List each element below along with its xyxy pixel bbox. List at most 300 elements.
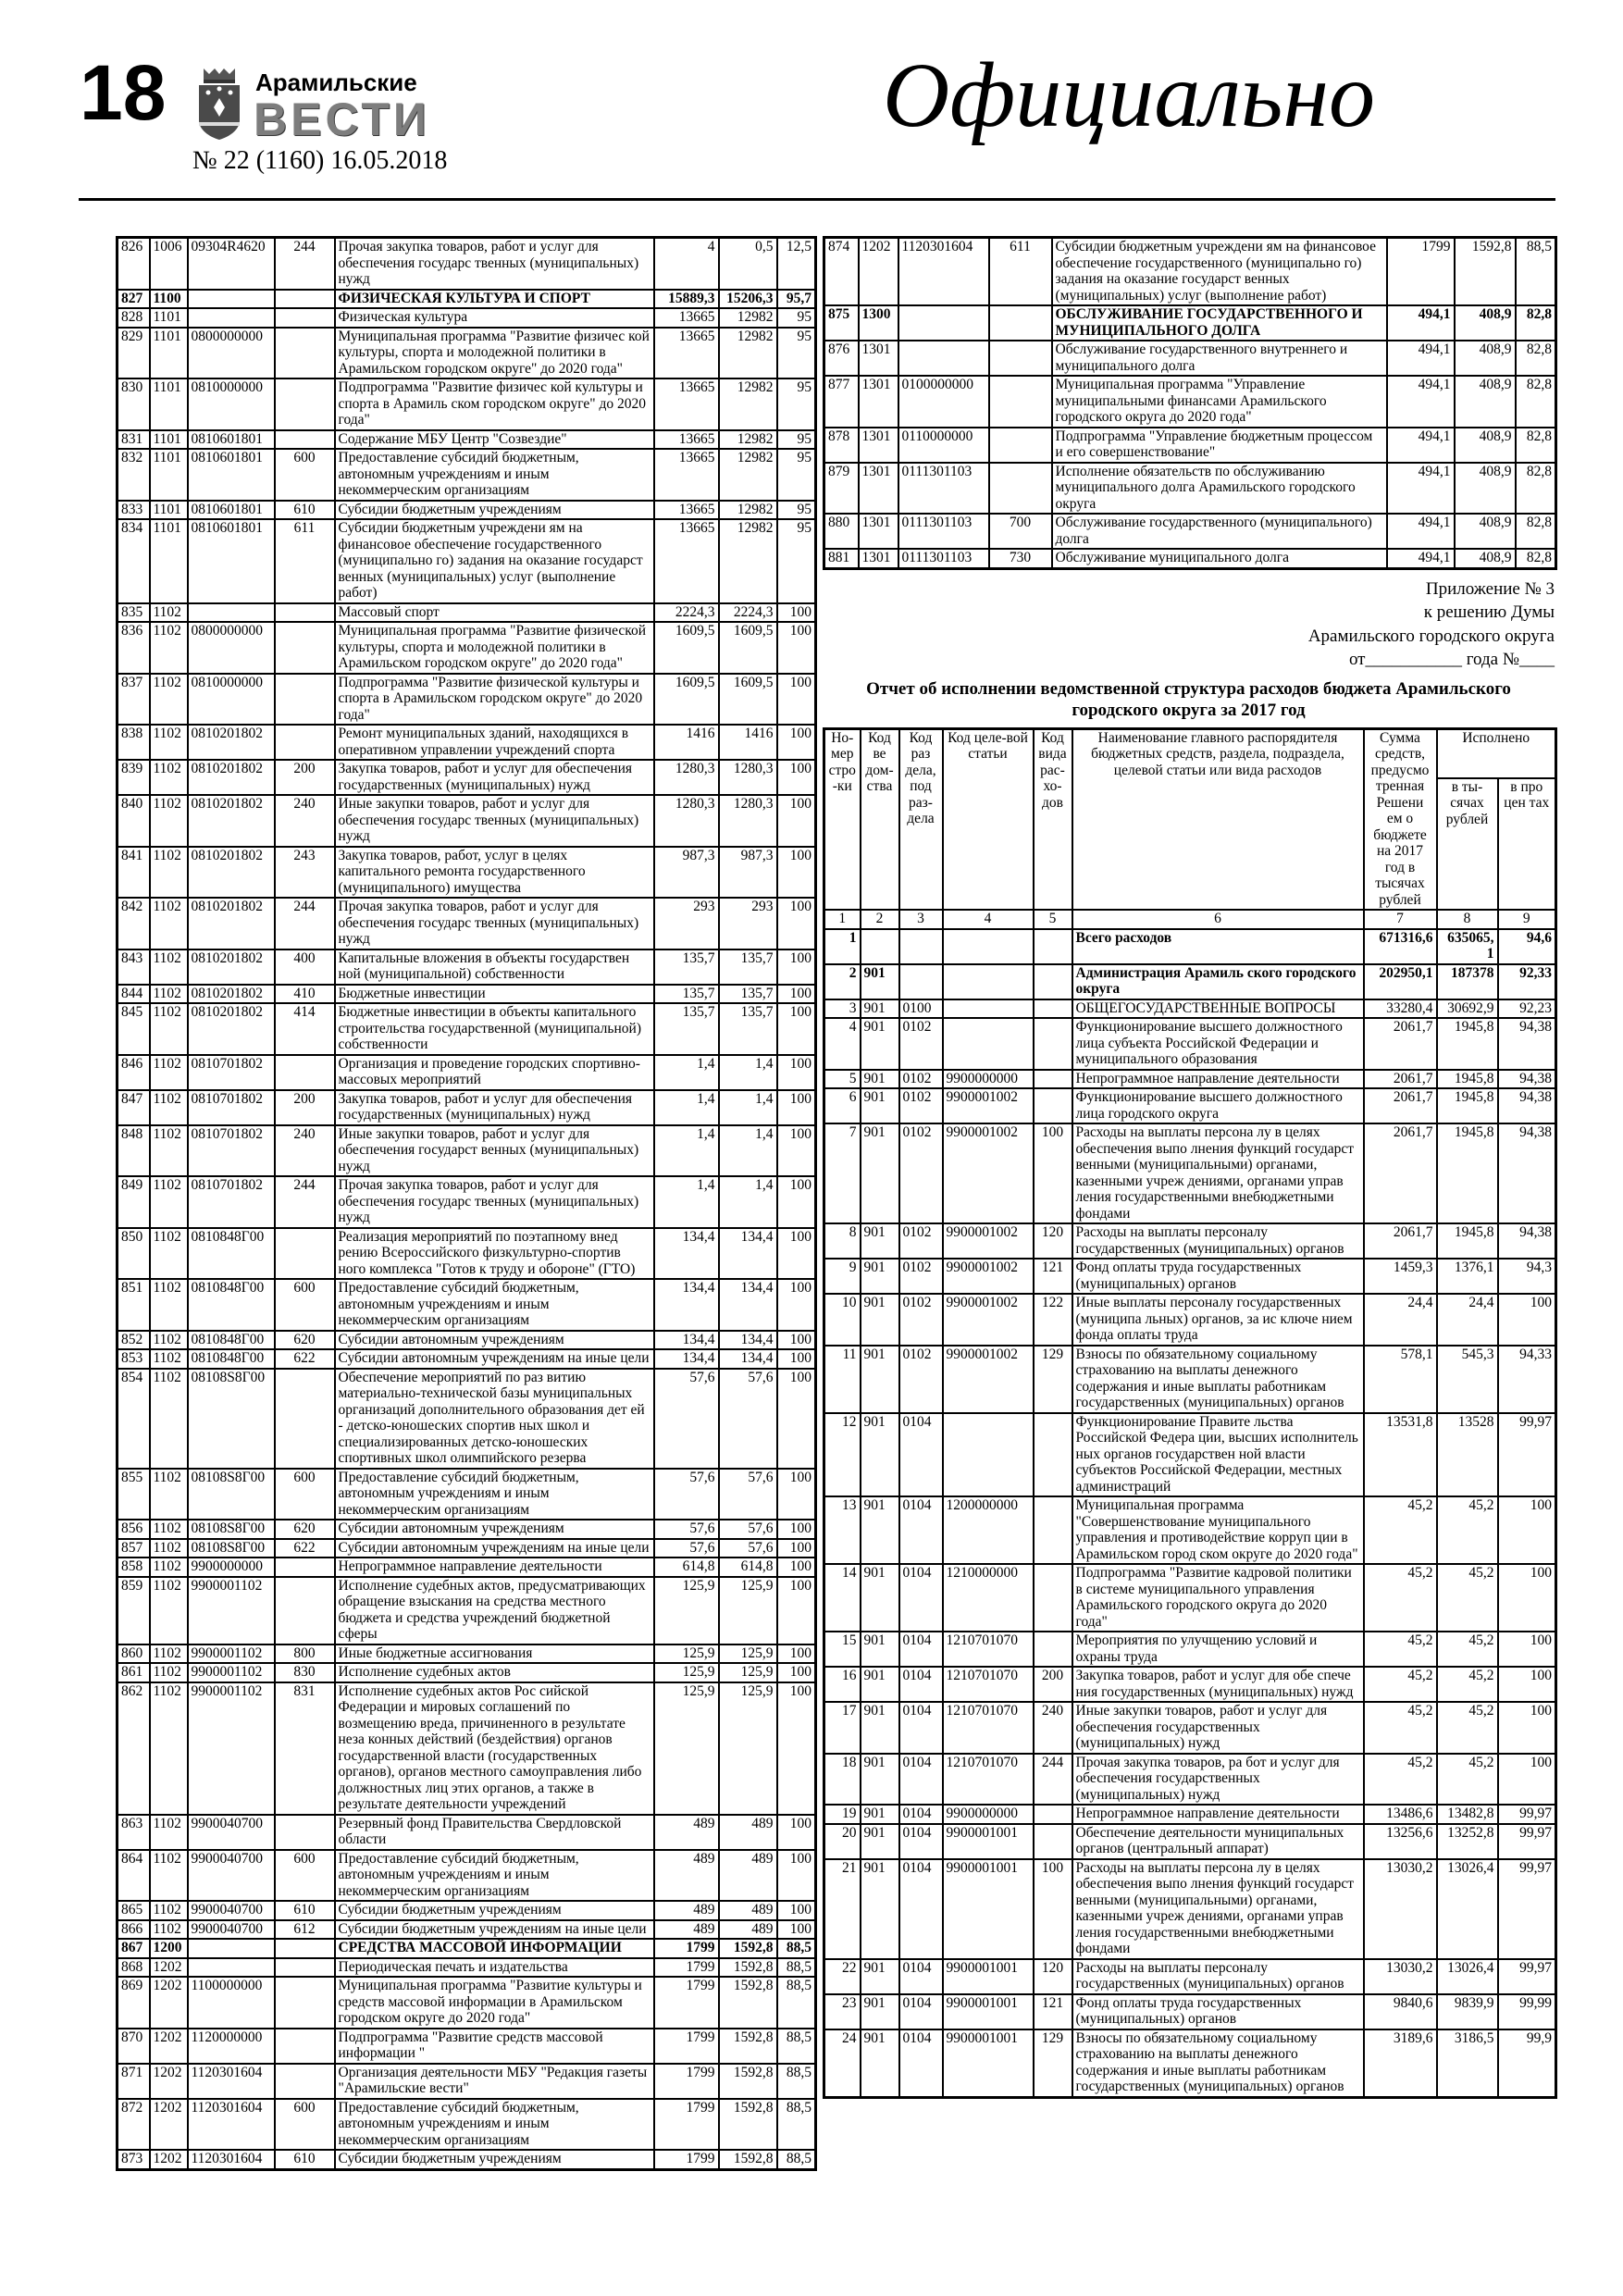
cell-vr: 830 bbox=[275, 1663, 335, 1682]
cell-pct: 100 bbox=[777, 725, 816, 760]
cell-name: Обслуживание государственного внутреннего и муниципального долга bbox=[1052, 341, 1387, 376]
cell-n: 826 bbox=[118, 238, 150, 290]
cell-sum: 13665 bbox=[654, 430, 719, 450]
cell-ex: 57,6 bbox=[719, 1539, 777, 1558]
cell-rp: 0102 bbox=[899, 1223, 943, 1259]
cell-vr bbox=[275, 1369, 335, 1469]
cell-name: Предоставление субсидий бюджетным, автономным учреждениям и иным некоммерческим организациям bbox=[335, 1279, 654, 1331]
cell-cs bbox=[188, 603, 275, 623]
cell-n: 841 bbox=[118, 847, 150, 899]
cell-pct: 100 bbox=[777, 1815, 816, 1850]
cell-n: 18 bbox=[824, 1754, 861, 1806]
cell-ved: 901 bbox=[861, 1123, 899, 1223]
table-row bbox=[824, 964, 1556, 999]
cell-pct: 82,8 bbox=[1516, 305, 1556, 341]
cell-ved: 901 bbox=[861, 1859, 899, 1959]
cell-pct: 99,97 bbox=[1498, 1413, 1556, 1497]
col-header-sum: Сумма средств, предусмо тренная Решени ем о бюджете на 2017 год в тысячах рублей bbox=[1364, 728, 1437, 910]
table-row bbox=[118, 238, 816, 290]
cell-sum: 578,1 bbox=[1364, 1346, 1437, 1413]
cell-ex: 489 bbox=[719, 1850, 777, 1902]
cell-sum: 9840,6 bbox=[1364, 1994, 1437, 2029]
cell-vr bbox=[275, 1055, 335, 1090]
section-title: Официально bbox=[883, 43, 1375, 146]
cell-pct: 100 bbox=[777, 1850, 816, 1902]
cell-sum: 1280,3 bbox=[654, 760, 719, 795]
cell-pct: 95 bbox=[777, 328, 816, 379]
cell-ex: 408,9 bbox=[1455, 428, 1516, 463]
cell-cs: 1210701070 bbox=[943, 1667, 1034, 1702]
cell-ex: 408,9 bbox=[1455, 305, 1516, 341]
cell-pct: 94,3 bbox=[1498, 1259, 1556, 1294]
cell-ex: 1945,8 bbox=[1437, 1018, 1498, 1070]
cell-pct: 100 bbox=[777, 1055, 816, 1090]
right-column bbox=[823, 236, 1555, 2099]
cell-n: 869 bbox=[118, 1977, 150, 2029]
table-row bbox=[824, 1824, 1556, 1859]
cell-sum: 671316,6 bbox=[1364, 929, 1437, 964]
cell-rp: 0102 bbox=[899, 1259, 943, 1294]
table-row bbox=[118, 1228, 816, 1280]
cell-ex: 1376,1 bbox=[1437, 1259, 1498, 1294]
cell-n: 22 bbox=[824, 1959, 861, 1994]
cell-cs: 9900001102 bbox=[188, 1577, 275, 1644]
cell-n: 872 bbox=[118, 2099, 150, 2151]
cell-n: 847 bbox=[118, 1090, 150, 1125]
cell-cs: 9900040700 bbox=[188, 1850, 275, 1902]
cell-ex: 408,9 bbox=[1455, 376, 1516, 428]
cell-ex: 45,2 bbox=[1437, 1564, 1498, 1632]
cell-cs bbox=[188, 308, 275, 328]
cell-rp: 0102 bbox=[899, 1088, 943, 1123]
col-header-vedomstvo: Код ве дом-ства bbox=[861, 728, 899, 910]
cell-ex: 408,9 bbox=[1455, 463, 1516, 515]
cell-n: 14 bbox=[824, 1564, 861, 1632]
cell-vr: 121 bbox=[1034, 1994, 1072, 2029]
cell-ex: 1945,8 bbox=[1437, 1123, 1498, 1223]
cell-vr bbox=[275, 603, 335, 623]
cell-n: 860 bbox=[118, 1644, 150, 1664]
cell-rp: 1102 bbox=[150, 725, 188, 760]
cell-vr bbox=[1034, 1632, 1072, 1667]
cell-ved: 901 bbox=[861, 1805, 899, 1824]
cell-ex: 293 bbox=[719, 898, 777, 949]
column-number: 5 bbox=[1034, 910, 1072, 929]
cell-pct: 99,97 bbox=[1498, 1959, 1556, 1994]
cell-ex: 12982 bbox=[719, 449, 777, 501]
report-table bbox=[823, 727, 1557, 2099]
cell-ved: 901 bbox=[861, 1959, 899, 1994]
cell-ved: 901 bbox=[861, 1070, 899, 1089]
table-row bbox=[824, 1564, 1556, 1632]
table-row bbox=[118, 1055, 816, 1090]
cell-name: Функционирование высшего должностного лица субъекта Российской Федерации и муниципального образования bbox=[1072, 1018, 1364, 1070]
cell-pct: 100 bbox=[777, 1090, 816, 1125]
cell-rp: 0104 bbox=[899, 1667, 943, 1702]
table-row bbox=[824, 1859, 1556, 1959]
cell-sum: 13665 bbox=[654, 308, 719, 328]
cell-pct: 100 bbox=[777, 1279, 816, 1331]
cell-ved: 901 bbox=[861, 1994, 899, 2029]
cell-ex: 125,9 bbox=[719, 1577, 777, 1644]
table-row bbox=[118, 1279, 816, 1331]
table-row bbox=[118, 795, 816, 847]
col-header-target-article: Код целе-вой статьи bbox=[943, 728, 1034, 910]
cell-ved: 901 bbox=[861, 1496, 899, 1564]
cell-sum: 293 bbox=[654, 898, 719, 949]
cell-name: Исполнение судебных актов Рос сийской Федерации и мировых соглашений по возмещению вреда, причиненного в результате неза конных действий (бездействия) органов государственной власти (государственных органов), органов местного самоуправления либо должностных лиц этих органов, а также в результате деятельности учреждений bbox=[335, 1682, 654, 1815]
cell-n: 839 bbox=[118, 760, 150, 795]
cell-n: 851 bbox=[118, 1279, 150, 1331]
cell-cs: 0810201802 bbox=[188, 760, 275, 795]
table-row bbox=[118, 898, 816, 949]
cell-ex: 15206,3 bbox=[719, 290, 777, 309]
table-row bbox=[824, 376, 1556, 428]
budget-table-left bbox=[116, 236, 817, 2171]
cell-vr bbox=[275, 1228, 335, 1280]
table-row bbox=[824, 2029, 1556, 2098]
table-row bbox=[118, 1125, 816, 1177]
cell-sum: 614,8 bbox=[654, 1558, 719, 1577]
cell-name: Субсидии бюджетным учреждениям bbox=[335, 1901, 654, 1920]
cell-pct: 92,33 bbox=[1498, 964, 1556, 999]
cell-rp: 1102 bbox=[150, 603, 188, 623]
cell-n: 842 bbox=[118, 898, 150, 949]
table-row bbox=[824, 1805, 1556, 1824]
cell-n: 5 bbox=[824, 1070, 861, 1089]
cell-name: Иные закупки товаров, работ и услуг для обеспечения государс твенных (муниципальных) нужд bbox=[335, 795, 654, 847]
cell-ex: 134,4 bbox=[719, 1349, 777, 1369]
cell-cs: 9900000000 bbox=[943, 1070, 1034, 1089]
cell-cs: 08108S8Г00 bbox=[188, 1539, 275, 1558]
table-row bbox=[118, 2099, 816, 2151]
table-row bbox=[824, 1088, 1556, 1123]
cell-sum: 45,2 bbox=[1364, 1667, 1437, 1702]
cell-vr bbox=[1034, 1824, 1072, 1859]
col-header-executed: Исполнено bbox=[1437, 728, 1556, 778]
table-row bbox=[118, 328, 816, 379]
cell-n: 853 bbox=[118, 1349, 150, 1369]
cell-vr bbox=[1034, 964, 1072, 999]
cell-vr: 129 bbox=[1034, 2029, 1072, 2098]
cell-pct: 100 bbox=[777, 1520, 816, 1539]
cell-name: Функционирование Правите льства Российской Федера ции, высших исполнитель ных органов государствен ной власти субъектов Российской Федерации, местных администраций bbox=[1072, 1413, 1364, 1497]
cell-cs bbox=[943, 999, 1034, 1019]
cell-pct: 88,5 bbox=[777, 1958, 816, 1978]
cell-n: 849 bbox=[118, 1176, 150, 1228]
cell-vr bbox=[275, 2029, 335, 2064]
cell-cs: 0810201802 bbox=[188, 725, 275, 760]
cell-vr bbox=[275, 328, 335, 379]
cell-n: 864 bbox=[118, 1850, 150, 1902]
cell-pct: 94,33 bbox=[1498, 1346, 1556, 1413]
cell-ved: 901 bbox=[861, 2029, 899, 2098]
cell-pct: 100 bbox=[777, 1469, 816, 1520]
cell-n: 846 bbox=[118, 1055, 150, 1090]
table-row bbox=[824, 514, 1556, 549]
cell-sum: 2224,3 bbox=[654, 603, 719, 623]
cell-cs bbox=[943, 964, 1034, 999]
cell-ex: 125,9 bbox=[719, 1644, 777, 1664]
cell-n: 858 bbox=[118, 1558, 150, 1577]
cell-ex: 45,2 bbox=[1437, 1702, 1498, 1754]
cell-name: Подпрограмма "Управление бюджетным процессом и его совершенствование" bbox=[1052, 428, 1387, 463]
cell-vr bbox=[275, 1939, 335, 1958]
cell-vr: 100 bbox=[1034, 1123, 1072, 1223]
cell-rp: 0102 bbox=[899, 1123, 943, 1223]
col-header-name: Наименование главного распорядителя бюджетных средств, раздела, подраздела, целевой статьи или вида расходов bbox=[1072, 728, 1364, 910]
cell-pct: 100 bbox=[777, 760, 816, 795]
cell-name: Непрограммное направление деятельности bbox=[1072, 1070, 1364, 1089]
cell-ex: 635065,1 bbox=[1437, 929, 1498, 964]
cell-n: 844 bbox=[118, 985, 150, 1004]
cell-sum: 45,2 bbox=[1364, 1754, 1437, 1806]
cell-n: 8 bbox=[824, 1223, 861, 1259]
cell-name: Периодическая печать и издательства bbox=[335, 1958, 654, 1978]
cell-n: 7 bbox=[824, 1123, 861, 1223]
cell-name: Подпрограмма "Развитие физичес кой культуры и спорта в Арамиль ском городском округе" до 2020 года" bbox=[335, 379, 654, 430]
cell-rp: 0104 bbox=[899, 1496, 943, 1564]
cell-vr: 120 bbox=[1034, 1223, 1072, 1259]
cell-rp: 1301 bbox=[859, 463, 898, 515]
cell-name: Администрация Арамиль ского городского округа bbox=[1072, 964, 1364, 999]
cell-cs bbox=[898, 305, 989, 341]
cell-rp: 0104 bbox=[899, 1754, 943, 1806]
cell-cs: 9900001001 bbox=[943, 1824, 1034, 1859]
cell-cs: 1210701070 bbox=[943, 1632, 1034, 1667]
cell-ex: 614,8 bbox=[719, 1558, 777, 1577]
cell-name: Предоставление субсидий бюджетным, автономным учреждениям и иным некоммерческим организациям bbox=[335, 449, 654, 501]
cell-name: Субсидии автономным учреждениям на иные цели bbox=[335, 1539, 654, 1558]
cell-pct: 88,5 bbox=[777, 2064, 816, 2099]
cell-ex: 0,5 bbox=[719, 238, 777, 290]
cell-ex: 12982 bbox=[719, 501, 777, 520]
cell-name: Иные закупки товаров, работ и услуг для обеспечения государст венных (муниципальных) нужд bbox=[335, 1125, 654, 1177]
cell-rp: 1301 bbox=[859, 514, 898, 549]
col-header-row-number: Но-мер стро-ки bbox=[824, 728, 861, 910]
table-row bbox=[118, 1469, 816, 1520]
cell-ex: 13026,4 bbox=[1437, 1959, 1498, 1994]
cell-n: 852 bbox=[118, 1331, 150, 1350]
cell-rp: 1102 bbox=[150, 760, 188, 795]
cell-pct: 82,8 bbox=[1516, 376, 1556, 428]
table-row bbox=[824, 549, 1556, 568]
cell-ex: 1609,5 bbox=[719, 674, 777, 726]
cell-n: 3 bbox=[824, 999, 861, 1019]
cell-ex: 9839,9 bbox=[1437, 1994, 1498, 2029]
cell-sum: 13486,6 bbox=[1364, 1805, 1437, 1824]
cell-vr: 620 bbox=[275, 1520, 335, 1539]
cell-pct: 95 bbox=[777, 519, 816, 603]
cell-name: Резервный фонд Правительства Свердловской области bbox=[335, 1815, 654, 1850]
cell-cs: 0810701802 bbox=[188, 1090, 275, 1125]
cell-ex: 2224,3 bbox=[719, 603, 777, 623]
cell-rp: 1101 bbox=[150, 379, 188, 430]
cell-pct: 100 bbox=[777, 1125, 816, 1177]
cell-cs: 0810848Г00 bbox=[188, 1279, 275, 1331]
cell-ex: 24,4 bbox=[1437, 1294, 1498, 1346]
cell-name: ОБЩЕГОСУДАРСТВЕННЫЕ ВОПРОСЫ bbox=[1072, 999, 1364, 1019]
cell-ex: 57,6 bbox=[719, 1469, 777, 1520]
cell-vr: 610 bbox=[275, 2150, 335, 2169]
cell-cs: 0111301103 bbox=[898, 463, 989, 515]
cell-rp: 1102 bbox=[150, 985, 188, 1004]
cell-name: Закупка товаров, работ и услуг для обеспечения государственных (муниципальных) нужд bbox=[335, 1090, 654, 1125]
cell-n: 880 bbox=[824, 514, 859, 549]
cell-pct: 95 bbox=[777, 308, 816, 328]
cell-sum: 1,4 bbox=[654, 1176, 719, 1228]
table-row bbox=[824, 1754, 1556, 1806]
cell-ved: 901 bbox=[861, 1754, 899, 1806]
cell-cs bbox=[943, 1018, 1034, 1070]
cell-pct: 95,7 bbox=[777, 290, 816, 309]
cell-ex: 57,6 bbox=[719, 1369, 777, 1469]
table-row bbox=[824, 1123, 1556, 1223]
cell-sum: 1799 bbox=[654, 2029, 719, 2064]
cell-pct: 100 bbox=[777, 847, 816, 899]
cell-n: 21 bbox=[824, 1859, 861, 1959]
cell-ex: 1280,3 bbox=[719, 795, 777, 847]
table-row bbox=[118, 1349, 816, 1369]
cell-rp: 0104 bbox=[899, 1824, 943, 1859]
table-row bbox=[118, 760, 816, 795]
cell-sum: 45,2 bbox=[1364, 1632, 1437, 1667]
cell-sum: 135,7 bbox=[654, 1003, 719, 1055]
cell-n: 17 bbox=[824, 1702, 861, 1754]
table-row bbox=[118, 674, 816, 726]
cell-sum: 45,2 bbox=[1364, 1496, 1437, 1564]
table-row bbox=[824, 1959, 1556, 1994]
cell-sum: 494,1 bbox=[1387, 463, 1455, 515]
cell-rp: 1301 bbox=[859, 341, 898, 376]
cell-name: Исполнение обязательств по обслуживанию муниципального долга Арамильского городского округа bbox=[1052, 463, 1387, 515]
cell-rp: 1102 bbox=[150, 1469, 188, 1520]
cell-name: СРЕДСТВА МАССОВОЙ ИНФОРМАЦИИ bbox=[335, 1939, 654, 1958]
cell-name: Организация и проведение городских спортивно-массовых мероприятий bbox=[335, 1055, 654, 1090]
cell-rp: 1102 bbox=[150, 1850, 188, 1902]
cell-pct: 82,8 bbox=[1516, 341, 1556, 376]
cell-sum: 134,4 bbox=[654, 1279, 719, 1331]
cell-rp: 1102 bbox=[150, 1176, 188, 1228]
appendix-line: от___________ года №____ bbox=[1348, 650, 1555, 670]
cell-n: 833 bbox=[118, 501, 150, 520]
cell-pct: 94,38 bbox=[1498, 1088, 1556, 1123]
cell-vr bbox=[1034, 1805, 1072, 1824]
cell-name: Взносы по обязательному социальному страхованию на выплаты денежного содержания и иные выплаты работникам государственных (муниципальных) органов bbox=[1072, 1346, 1364, 1413]
cell-rp: 0104 bbox=[899, 1632, 943, 1667]
cell-ex: 12982 bbox=[719, 379, 777, 430]
cell-sum: 1,4 bbox=[654, 1125, 719, 1177]
issue-line: № 22 (1160) 16.05.2018 bbox=[192, 146, 448, 175]
cell-rp: 1102 bbox=[150, 1901, 188, 1920]
cell-n: 837 bbox=[118, 674, 150, 726]
cell-name: Подпрограмма "Развитие физической культуры и спорта в Арамильском городском округе" до 2020 года" bbox=[335, 674, 654, 726]
cell-n: 875 bbox=[824, 305, 859, 341]
table-row bbox=[118, 2150, 816, 2169]
cell-sum: 13665 bbox=[654, 519, 719, 603]
table-row bbox=[824, 929, 1556, 964]
cell-vr bbox=[1034, 1088, 1072, 1123]
cell-sum: 13531,8 bbox=[1364, 1413, 1437, 1497]
cell-n: 867 bbox=[118, 1939, 150, 1958]
table-row bbox=[118, 379, 816, 430]
cell-sum: 13665 bbox=[654, 328, 719, 379]
cell-name: Субсидии автономным учреждениям bbox=[335, 1331, 654, 1350]
cell-ved: 901 bbox=[861, 1667, 899, 1702]
cell-name: Функционирование высшего должностного лица городского округа bbox=[1072, 1088, 1364, 1123]
report-title: Отчет об исполнении ведомственной структура расходов бюджета Арамильского городского округа за 2017 год bbox=[866, 679, 1511, 720]
cell-vr: 612 bbox=[275, 1920, 335, 1940]
cell-pct: 100 bbox=[777, 985, 816, 1004]
cell-rp: 1102 bbox=[150, 1279, 188, 1331]
cell-n: 6 bbox=[824, 1088, 861, 1123]
cell-cs: 0810601801 bbox=[188, 430, 275, 450]
table-row bbox=[118, 1644, 816, 1664]
cell-cs: 0810000000 bbox=[188, 379, 275, 430]
cell-name: Субсидии бюджетным учреждени ям на финансовое обеспечение государственного (муниципально го) задания на оказание государст венных (муниципальных) услуг (выполнение работ) bbox=[335, 519, 654, 603]
cell-sum: 3189,6 bbox=[1364, 2029, 1437, 2098]
cell-vr: 610 bbox=[275, 501, 335, 520]
cell-n: 835 bbox=[118, 603, 150, 623]
cell-cs: 08108S8Г00 bbox=[188, 1469, 275, 1520]
cell-cs: 9900001002 bbox=[943, 1294, 1034, 1346]
cell-name: Обеспечение деятельности муниципальных органов (центральный аппарат) bbox=[1072, 1824, 1364, 1859]
cell-n: 15 bbox=[824, 1632, 861, 1667]
cell-vr bbox=[1034, 1564, 1072, 1632]
cell-cs bbox=[898, 341, 989, 376]
cell-n: 827 bbox=[118, 290, 150, 309]
cell-ex: 545,3 bbox=[1437, 1346, 1498, 1413]
cell-rp: 1300 bbox=[859, 305, 898, 341]
table-row bbox=[118, 290, 816, 309]
cell-ex: 489 bbox=[719, 1815, 777, 1850]
table-row bbox=[118, 449, 816, 501]
cell-pct: 99,97 bbox=[1498, 1824, 1556, 1859]
cell-ved: 901 bbox=[861, 1294, 899, 1346]
cell-vr: 611 bbox=[275, 519, 335, 603]
cell-vr bbox=[275, 1577, 335, 1644]
cell-ex: 45,2 bbox=[1437, 1754, 1498, 1806]
cell-ex: 1592,8 bbox=[1455, 238, 1516, 306]
cell-pct: 100 bbox=[1498, 1496, 1556, 1564]
cell-cs: 0810848Г00 bbox=[188, 1349, 275, 1369]
cell-ved bbox=[861, 929, 899, 964]
cell-vr: 400 bbox=[275, 949, 335, 985]
cell-ved: 901 bbox=[861, 1824, 899, 1859]
column-number: 8 bbox=[1437, 910, 1498, 929]
cell-sum: 13665 bbox=[654, 501, 719, 520]
cell-cs bbox=[943, 1413, 1034, 1497]
cell-pct: 94,38 bbox=[1498, 1223, 1556, 1259]
report-header-row bbox=[824, 728, 1556, 778]
table-row bbox=[824, 1994, 1556, 2029]
cell-rp: 1101 bbox=[150, 449, 188, 501]
cell-vr: 620 bbox=[275, 1331, 335, 1350]
cell-name: Исполнение судебных актов, предусматривающих обращение взыскания на средства местного бюджета и средства учреждений бюджетной сферы bbox=[335, 1577, 654, 1644]
cell-cs: 0800000000 bbox=[188, 622, 275, 674]
cell-name: Непрограммное направление деятельности bbox=[335, 1558, 654, 1577]
cell-pct: 100 bbox=[777, 1176, 816, 1228]
cell-cs: 1120301604 bbox=[188, 2064, 275, 2099]
cell-cs: 9900000000 bbox=[943, 1805, 1034, 1824]
cell-pct: 88,5 bbox=[1516, 238, 1556, 306]
cell-pct: 92,23 bbox=[1498, 999, 1556, 1019]
cell-name: Расходы на выплаты персоналу государственных (муниципальных) органов bbox=[1072, 1959, 1364, 1994]
cell-cs: 0810201802 bbox=[188, 949, 275, 985]
cell-sum: 1799 bbox=[654, 2064, 719, 2099]
header-rule bbox=[79, 198, 1555, 201]
cell-sum: 13030,2 bbox=[1364, 1859, 1437, 1959]
